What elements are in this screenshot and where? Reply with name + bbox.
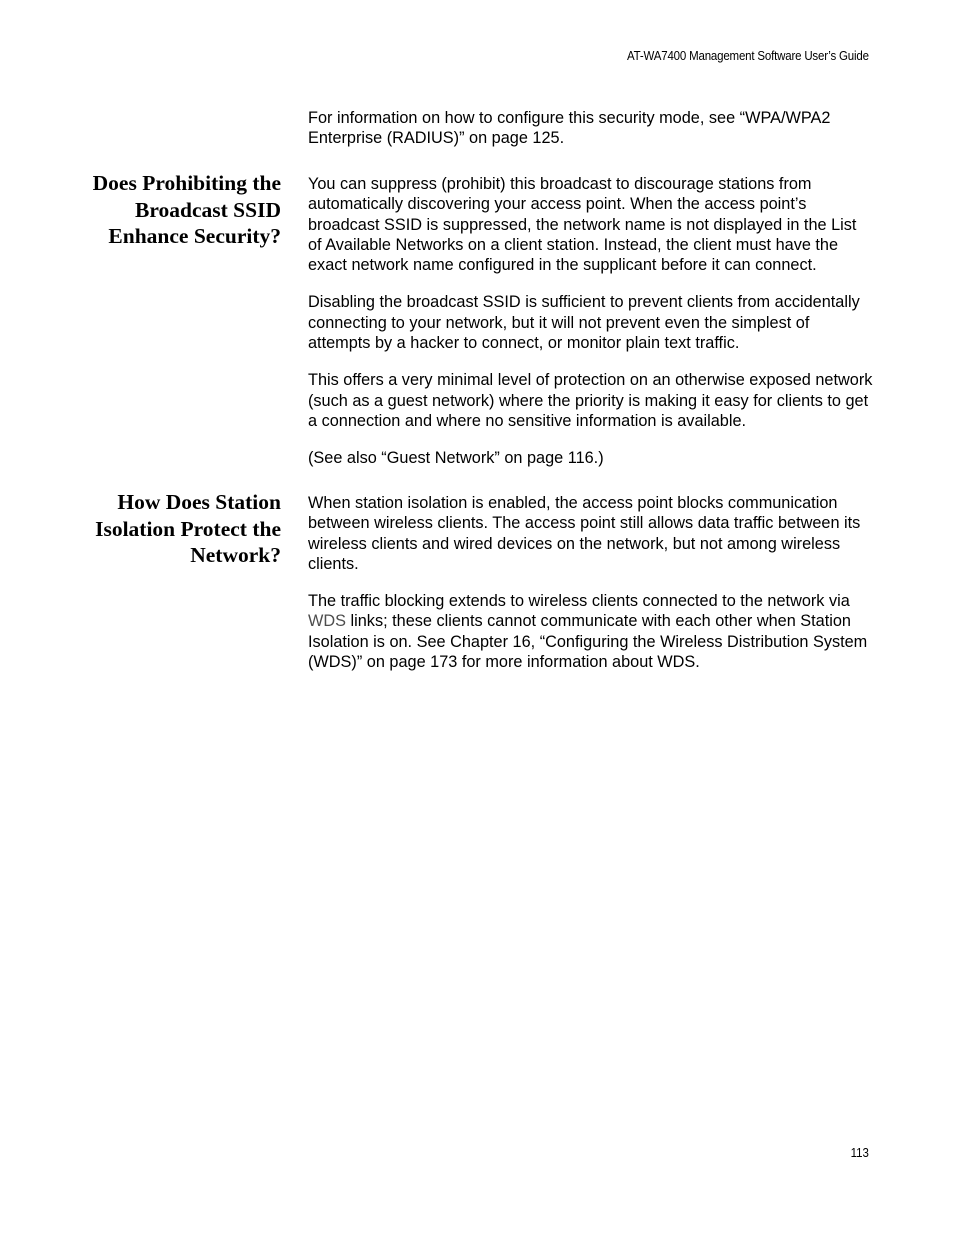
broadcast-paragraph-1: You can suppress (prohibit) this broadcast to discourage stations from automatically discovering your access point. When the access point’s broadcast SSID is suppressed, the network name is not displayed in the List of Available Networks on a client station. Instead, the client must have the exact network name configured in the supplicant before it can connect. xyxy=(308,175,857,275)
section-heading-broadcast-ssid: Does Prohibiting the Broadcast SSID Enhance Security? xyxy=(92,171,281,248)
wds-link[interactable]: WDS xyxy=(308,612,346,631)
isolation-paragraph-1: When station isolation is enabled, the access point blocks communication between wireless clients. The access point still allows data traffic between its wireless clients and wired devices on the network, but not among wireless clients. xyxy=(308,494,861,573)
isolation-paragraph-2-end: links; these clients cannot communicate with each other when Station Isolation is on. See Chapter 16, “Configuring the Wireless Distribution System (WDS)” on page 173 for more information about WDS. xyxy=(308,612,868,672)
section-body-broadcast-ssid xyxy=(308,174,874,469)
isolation-paragraph-2-start: The traffic blocking extends to wireless clients connected to the network via xyxy=(308,592,850,611)
broadcast-paragraph-2: Disabling the broadcast SSID is sufficient to prevent clients from accidentally connecting to your network, but it will not prevent even the simplest of attempts by a hacker to connect, or monitor plain text traffic. xyxy=(308,293,860,353)
isolation-paragraph-2 xyxy=(308,591,874,672)
intro-paragraph: For information on how to configure this security mode, see “WPA/WPA2 Enterprise (RADIUS)” on page 125. xyxy=(308,109,831,148)
intro-block xyxy=(308,108,874,149)
section-heading-station-isolation: How Does Station Isolation Protect the Network? xyxy=(95,490,281,567)
section-body-station-isolation xyxy=(308,493,874,672)
broadcast-paragraph-3: This offers a very minimal level of protection on an otherwise exposed network (such as a guest network) where the priority is making it easy for clients to get a connection and where no sensitive information is available. xyxy=(308,371,873,430)
page-number: 113 xyxy=(850,1146,869,1160)
broadcast-paragraph-4: (See also “Guest Network” on page 116.) xyxy=(308,449,604,468)
running-header: AT-WA7400 Management Software User’s Guide xyxy=(627,49,869,63)
